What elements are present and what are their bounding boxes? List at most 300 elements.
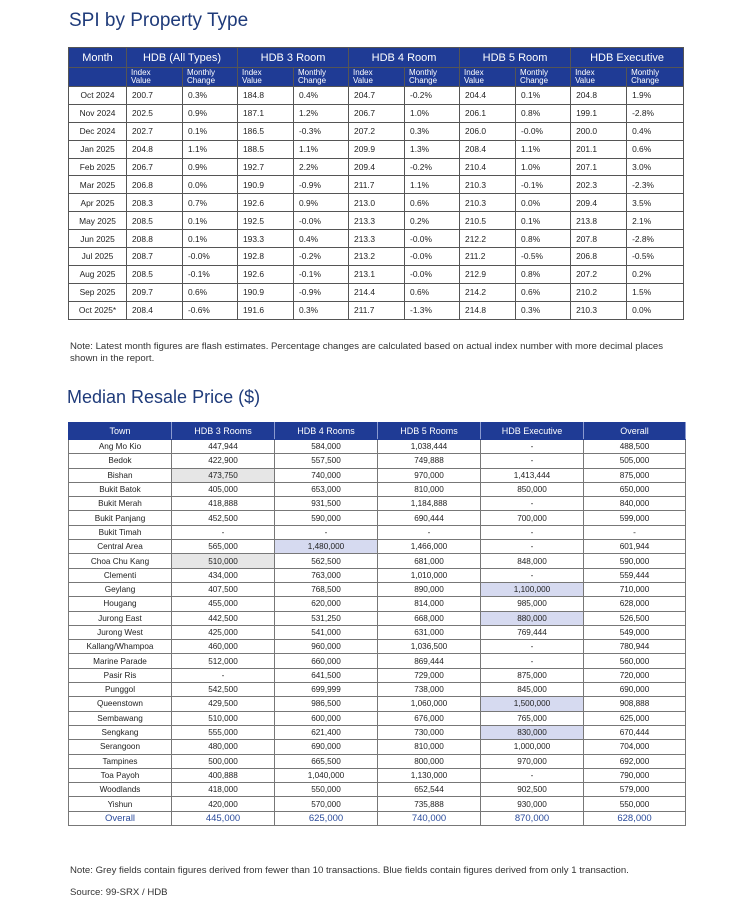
median-town-cell: Queenstown <box>69 697 172 711</box>
group-header: HDB 5 Room <box>460 48 571 68</box>
median-town-cell: Geylang <box>69 582 172 596</box>
median-value-cell: 735,888 <box>378 797 481 811</box>
spi-value-cell: 187.1 <box>238 104 294 122</box>
spi-value-cell: 209.7 <box>127 283 183 301</box>
median-town-cell: Bukit Merah <box>69 497 172 511</box>
spi-value-cell: 1.1% <box>183 140 238 158</box>
median-value-cell: - <box>481 454 584 468</box>
median-value-cell: 512,000 <box>172 654 275 668</box>
median-value-cell: - <box>481 497 584 511</box>
median-value-cell: 562,500 <box>275 554 378 568</box>
spi-row <box>69 122 684 140</box>
spi-value-cell: -0.5% <box>627 248 684 266</box>
median-row <box>69 768 686 782</box>
spi-value-cell: 0.4% <box>627 122 684 140</box>
spi-value-cell: 2.2% <box>294 158 349 176</box>
spi-month-cell: Jun 2025 <box>69 230 127 248</box>
spi-value-cell: 200.0 <box>571 122 627 140</box>
median-col-header: HDB 4 Rooms <box>275 423 378 440</box>
median-value-cell: - <box>172 668 275 682</box>
spi-month-cell: Jul 2025 <box>69 248 127 266</box>
median-town-cell: Kallang/Whampoa <box>69 640 172 654</box>
spi-value-cell: 0.6% <box>405 194 460 212</box>
median-overall-cell: 740,000 <box>378 811 481 825</box>
median-town-cell: Choa Chu Kang <box>69 554 172 568</box>
spi-row <box>69 158 684 176</box>
median-value-cell: 652,544 <box>378 783 481 797</box>
median-value-cell: 488,500 <box>584 440 686 454</box>
median-value-cell: 557,500 <box>275 454 378 468</box>
spi-month-cell: Nov 2024 <box>69 104 127 122</box>
spi-month-cell: May 2025 <box>69 212 127 230</box>
median-value-cell: 510,000 <box>172 554 275 568</box>
spi-value-cell: 202.3 <box>571 176 627 194</box>
median-value-cell: 1,036,500 <box>378 640 481 654</box>
spi-value-cell: 211.2 <box>460 248 516 266</box>
spi-value-cell: -0.1% <box>183 265 238 283</box>
spi-value-cell: 0.4% <box>294 87 349 105</box>
median-row <box>69 625 686 639</box>
median-value-cell: 700,000 <box>481 511 584 525</box>
median-town-cell: Tampines <box>69 754 172 768</box>
median-value-cell: 960,000 <box>275 640 378 654</box>
spi-value-cell: 0.2% <box>405 212 460 230</box>
month-subheader <box>69 68 127 87</box>
spi-value-cell: 1.3% <box>405 140 460 158</box>
spi-value-cell: 1.1% <box>516 140 571 158</box>
spi-value-cell: 0.8% <box>516 230 571 248</box>
median-overall-cell: 870,000 <box>481 811 584 825</box>
spi-value-cell: 206.7 <box>127 158 183 176</box>
index-value-subheader: Index Value <box>238 68 294 87</box>
spi-value-cell: -0.1% <box>516 176 571 194</box>
median-value-cell: 720,000 <box>584 668 686 682</box>
median-value-cell: 559,444 <box>584 568 686 582</box>
spi-value-cell: 0.1% <box>516 87 571 105</box>
spi-value-cell: 192.7 <box>238 158 294 176</box>
spi-month-cell: Jan 2025 <box>69 140 127 158</box>
median-value-cell: 729,000 <box>378 668 481 682</box>
median-value-cell: 599,000 <box>584 511 686 525</box>
spi-value-cell: 202.5 <box>127 104 183 122</box>
median-col-header: Overall <box>584 423 686 440</box>
spi-value-cell: 192.6 <box>238 265 294 283</box>
spi-value-cell: 208.3 <box>127 194 183 212</box>
spi-value-cell: 0.4% <box>294 230 349 248</box>
spi-title: SPI by Property Type <box>69 10 249 31</box>
spi-value-cell: 206.7 <box>349 104 405 122</box>
spi-value-cell: 204.4 <box>460 87 516 105</box>
median-value-cell: 579,000 <box>584 783 686 797</box>
median-town-cell: Serangoon <box>69 740 172 754</box>
median-value-cell: - <box>481 568 584 582</box>
median-value-cell: 875,000 <box>584 468 686 482</box>
median-overall-row <box>69 811 686 825</box>
median-value-cell: - <box>481 440 584 454</box>
spi-value-cell: 184.8 <box>238 87 294 105</box>
spi-value-cell: 0.9% <box>183 158 238 176</box>
median-value-cell: 1,100,000 <box>481 582 584 596</box>
median-value-cell: 549,000 <box>584 625 686 639</box>
median-value-cell: 749,888 <box>378 454 481 468</box>
median-value-cell: 985,000 <box>481 597 584 611</box>
spi-month-cell: Aug 2025 <box>69 265 127 283</box>
median-value-cell: 690,000 <box>584 683 686 697</box>
median-value-cell: 405,000 <box>172 482 275 496</box>
spi-value-cell: 206.0 <box>460 122 516 140</box>
spi-value-cell: 1.0% <box>405 104 460 122</box>
median-value-cell: 526,500 <box>584 611 686 625</box>
spi-row <box>69 212 684 230</box>
spi-value-cell: 186.5 <box>238 122 294 140</box>
spi-value-cell: 212.9 <box>460 265 516 283</box>
median-row <box>69 525 686 539</box>
median-value-cell: 692,000 <box>584 754 686 768</box>
index-value-subheader: Index Value <box>349 68 405 87</box>
spi-value-cell: 0.3% <box>405 122 460 140</box>
spi-value-cell: 206.8 <box>127 176 183 194</box>
median-value-cell: 628,000 <box>584 597 686 611</box>
median-row <box>69 711 686 725</box>
spi-row <box>69 283 684 301</box>
median-value-cell: 930,000 <box>481 797 584 811</box>
median-note: Note: Grey fields contain figures derived from fewer than 10 transactions. Blue fields contain figures derived from only 1 transaction. <box>70 865 629 876</box>
spi-value-cell: 192.5 <box>238 212 294 230</box>
median-row <box>69 668 686 682</box>
median-value-cell: 590,000 <box>275 511 378 525</box>
median-town-cell: Toa Payoh <box>69 768 172 782</box>
spi-value-cell: 1.5% <box>627 283 684 301</box>
spi-month-cell: Mar 2025 <box>69 176 127 194</box>
spi-value-cell: 188.5 <box>238 140 294 158</box>
spi-value-cell: 0.9% <box>294 194 349 212</box>
median-town-cell: Pasir Ris <box>69 668 172 682</box>
source-note: Source: 99-SRX / HDB <box>70 887 168 898</box>
spi-value-cell: 204.8 <box>127 140 183 158</box>
median-value-cell: - <box>275 525 378 539</box>
median-value-cell: 565,000 <box>172 540 275 554</box>
spi-value-cell: 213.3 <box>349 230 405 248</box>
median-value-cell: 570,000 <box>275 797 378 811</box>
spi-value-cell: 208.7 <box>127 248 183 266</box>
spi-value-cell: 3.0% <box>627 158 684 176</box>
median-value-cell: 690,444 <box>378 511 481 525</box>
median-title: Median Resale Price ($) <box>67 387 261 407</box>
median-value-cell: 500,000 <box>172 754 275 768</box>
median-overall-cell: 625,000 <box>275 811 378 825</box>
spi-value-cell: 207.8 <box>571 230 627 248</box>
median-row <box>69 540 686 554</box>
median-value-cell: 425,000 <box>172 625 275 639</box>
median-town-cell: Sembawang <box>69 711 172 725</box>
spi-value-cell: 0.6% <box>516 283 571 301</box>
median-value-cell: 1,038,444 <box>378 440 481 454</box>
spi-value-cell: 193.3 <box>238 230 294 248</box>
median-value-cell: 740,000 <box>275 468 378 482</box>
median-row <box>69 640 686 654</box>
median-value-cell: 908,888 <box>584 697 686 711</box>
spi-value-cell: 1.0% <box>516 158 571 176</box>
median-town-cell: Yishun <box>69 797 172 811</box>
median-value-cell: 600,000 <box>275 711 378 725</box>
spi-value-cell: 213.0 <box>349 194 405 212</box>
median-col-header: HDB 3 Rooms <box>172 423 275 440</box>
spi-value-cell: 0.2% <box>627 265 684 283</box>
spi-row <box>69 194 684 212</box>
spi-value-cell: 210.3 <box>571 301 627 319</box>
median-value-cell: 690,000 <box>275 740 378 754</box>
spi-value-cell: 0.9% <box>183 104 238 122</box>
median-value-cell: 790,000 <box>584 768 686 782</box>
median-value-cell: 931,500 <box>275 497 378 511</box>
median-value-cell: 550,000 <box>584 797 686 811</box>
median-value-cell: 447,944 <box>172 440 275 454</box>
spi-value-cell: 0.8% <box>516 104 571 122</box>
median-value-cell: 1,480,000 <box>275 540 378 554</box>
spi-value-cell: 207.2 <box>571 265 627 283</box>
median-value-cell: 653,000 <box>275 482 378 496</box>
median-town-cell: Bedok <box>69 454 172 468</box>
spi-value-cell: 0.1% <box>183 122 238 140</box>
median-value-cell: 810,000 <box>378 740 481 754</box>
median-overall-cell: 628,000 <box>584 811 686 825</box>
median-value-cell: 765,000 <box>481 711 584 725</box>
median-value-cell: 542,500 <box>172 683 275 697</box>
median-value-cell: 625,000 <box>584 711 686 725</box>
median-value-cell: 1,130,000 <box>378 768 481 782</box>
median-value-cell: - <box>378 525 481 539</box>
monthly-change-subheader: Monthly Change <box>516 68 571 87</box>
spi-value-cell: 192.8 <box>238 248 294 266</box>
median-value-cell: 738,000 <box>378 683 481 697</box>
spi-value-cell: 0.8% <box>516 265 571 283</box>
spi-value-cell: 213.3 <box>349 212 405 230</box>
median-value-cell: 800,000 <box>378 754 481 768</box>
spi-value-cell: 1.1% <box>294 140 349 158</box>
spi-month-cell: Oct 2025* <box>69 301 127 319</box>
median-value-cell: 1,466,000 <box>378 540 481 554</box>
monthly-change-subheader: Monthly Change <box>183 68 238 87</box>
median-value-cell: 704,000 <box>584 740 686 754</box>
median-value-cell: 555,000 <box>172 725 275 739</box>
median-row <box>69 654 686 668</box>
median-col-header: Town <box>69 423 172 440</box>
spi-value-cell: 0.0% <box>516 194 571 212</box>
median-value-cell: 763,000 <box>275 568 378 582</box>
median-row <box>69 754 686 768</box>
spi-value-cell: 214.8 <box>460 301 516 319</box>
median-value-cell: - <box>481 768 584 782</box>
spi-value-cell: 214.4 <box>349 283 405 301</box>
median-town-cell: Bukit Batok <box>69 482 172 496</box>
median-town-cell: Punggol <box>69 683 172 697</box>
median-value-cell: 869,444 <box>378 654 481 668</box>
spi-value-cell: 213.2 <box>349 248 405 266</box>
median-town-cell: Hougang <box>69 597 172 611</box>
spi-value-cell: 190.9 <box>238 176 294 194</box>
median-value-cell: - <box>172 525 275 539</box>
median-table <box>68 422 686 826</box>
median-value-cell: 1,000,000 <box>481 740 584 754</box>
spi-value-cell: 1.2% <box>294 104 349 122</box>
median-value-cell: 730,000 <box>378 725 481 739</box>
median-value-cell: 621,400 <box>275 725 378 739</box>
spi-value-cell: 208.4 <box>127 301 183 319</box>
spi-value-cell: 1.1% <box>405 176 460 194</box>
spi-value-cell: 0.1% <box>516 212 571 230</box>
median-value-cell: 418,888 <box>172 497 275 511</box>
spi-month-cell: Dec 2024 <box>69 122 127 140</box>
spi-value-cell: -0.6% <box>183 301 238 319</box>
spi-row <box>69 230 684 248</box>
spi-value-cell: 210.5 <box>460 212 516 230</box>
median-row <box>69 582 686 596</box>
spi-value-cell: 214.2 <box>460 283 516 301</box>
spi-value-cell: 211.7 <box>349 176 405 194</box>
spi-value-cell: 208.5 <box>127 212 183 230</box>
monthly-change-subheader: Monthly Change <box>627 68 684 87</box>
spi-value-cell: 207.1 <box>571 158 627 176</box>
median-value-cell: 1,413,444 <box>481 468 584 482</box>
spi-value-cell: -0.0% <box>405 265 460 283</box>
spi-value-cell: 213.8 <box>571 212 627 230</box>
spi-value-cell: 199.1 <box>571 104 627 122</box>
median-col-header: HDB 5 Rooms <box>378 423 481 440</box>
median-row <box>69 797 686 811</box>
spi-month-cell: Sep 2025 <box>69 283 127 301</box>
spi-value-cell: 208.4 <box>460 140 516 158</box>
median-row <box>69 611 686 625</box>
spi-value-cell: -0.2% <box>405 87 460 105</box>
median-value-cell: 810,000 <box>378 482 481 496</box>
median-value-cell: 830,000 <box>481 725 584 739</box>
spi-value-cell: 204.8 <box>571 87 627 105</box>
spi-month-cell: Feb 2025 <box>69 158 127 176</box>
spi-value-cell: 208.8 <box>127 230 183 248</box>
spi-value-cell: -0.0% <box>183 248 238 266</box>
median-town-cell: Bukit Panjang <box>69 511 172 525</box>
median-value-cell: - <box>481 640 584 654</box>
median-value-cell: 422,900 <box>172 454 275 468</box>
group-header: HDB Executive <box>571 48 684 68</box>
spi-value-cell: -0.2% <box>405 158 460 176</box>
spi-value-cell: -0.0% <box>405 230 460 248</box>
median-value-cell: 681,000 <box>378 554 481 568</box>
median-overall-label: Overall <box>69 811 172 825</box>
median-value-cell: 1,500,000 <box>481 697 584 711</box>
spi-value-cell: 210.4 <box>460 158 516 176</box>
spi-row <box>69 87 684 105</box>
spi-row <box>69 176 684 194</box>
spi-value-cell: 207.2 <box>349 122 405 140</box>
median-value-cell: - <box>584 525 686 539</box>
median-value-cell: 434,000 <box>172 568 275 582</box>
median-value-cell: 407,500 <box>172 582 275 596</box>
spi-value-cell: 201.1 <box>571 140 627 158</box>
median-value-cell: 970,000 <box>378 468 481 482</box>
spi-value-cell: -0.5% <box>516 248 571 266</box>
median-value-cell: 650,000 <box>584 482 686 496</box>
median-row <box>69 440 686 454</box>
spi-value-cell: 191.6 <box>238 301 294 319</box>
median-value-cell: 584,000 <box>275 440 378 454</box>
median-value-cell: 510,000 <box>172 711 275 725</box>
median-value-cell: 531,250 <box>275 611 378 625</box>
median-value-cell: 875,000 <box>481 668 584 682</box>
median-value-cell: - <box>481 654 584 668</box>
median-value-cell: 560,000 <box>584 654 686 668</box>
median-value-cell: 460,000 <box>172 640 275 654</box>
median-value-cell: - <box>481 540 584 554</box>
median-value-cell: 699,999 <box>275 683 378 697</box>
median-value-cell: 780,944 <box>584 640 686 654</box>
median-value-cell: 840,000 <box>584 497 686 511</box>
median-value-cell: 660,000 <box>275 654 378 668</box>
spi-value-cell: 0.1% <box>183 230 238 248</box>
spi-value-cell: 206.1 <box>460 104 516 122</box>
spi-value-cell: 209.9 <box>349 140 405 158</box>
spi-value-cell: 200.7 <box>127 87 183 105</box>
spi-value-cell: 0.3% <box>183 87 238 105</box>
median-row <box>69 554 686 568</box>
median-value-cell: 1,010,000 <box>378 568 481 582</box>
median-value-cell: 986,500 <box>275 697 378 711</box>
median-row <box>69 740 686 754</box>
median-town-cell: Jurong West <box>69 625 172 639</box>
spi-value-cell: 0.7% <box>183 194 238 212</box>
spi-value-cell: 0.6% <box>627 140 684 158</box>
median-value-cell: 848,000 <box>481 554 584 568</box>
spi-value-cell: 3.5% <box>627 194 684 212</box>
spi-value-cell: 0.3% <box>294 301 349 319</box>
spi-row <box>69 248 684 266</box>
spi-value-cell: 192.6 <box>238 194 294 212</box>
median-row <box>69 454 686 468</box>
median-value-cell: 1,040,000 <box>275 768 378 782</box>
spi-value-cell: 209.4 <box>349 158 405 176</box>
median-value-cell: 455,000 <box>172 597 275 611</box>
median-row <box>69 497 686 511</box>
median-row <box>69 468 686 482</box>
spi-value-cell: 202.7 <box>127 122 183 140</box>
median-value-cell: 768,500 <box>275 582 378 596</box>
median-value-cell: 814,000 <box>378 597 481 611</box>
spi-value-cell: -1.3% <box>405 301 460 319</box>
median-value-cell: 1,060,000 <box>378 697 481 711</box>
spi-value-cell: -0.9% <box>294 283 349 301</box>
spi-value-cell: -2.8% <box>627 230 684 248</box>
spi-table <box>68 47 684 320</box>
spi-value-cell: 0.1% <box>183 212 238 230</box>
spi-value-cell: 190.9 <box>238 283 294 301</box>
spi-value-cell: 209.4 <box>571 194 627 212</box>
median-value-cell: 641,500 <box>275 668 378 682</box>
spi-value-cell: -0.0% <box>405 248 460 266</box>
spi-value-cell: -2.3% <box>627 176 684 194</box>
median-value-cell: 880,000 <box>481 611 584 625</box>
spi-value-cell: 2.1% <box>627 212 684 230</box>
median-value-cell: 902,500 <box>481 783 584 797</box>
median-value-cell: 890,000 <box>378 582 481 596</box>
spi-value-cell: 0.6% <box>405 283 460 301</box>
spi-month-cell: Oct 2024 <box>69 87 127 105</box>
median-town-cell: Marine Parade <box>69 654 172 668</box>
spi-value-cell: 210.2 <box>571 283 627 301</box>
spi-value-cell: -0.2% <box>294 248 349 266</box>
spi-value-cell: 204.7 <box>349 87 405 105</box>
group-header: HDB 3 Room <box>238 48 349 68</box>
spi-value-cell: -0.0% <box>294 212 349 230</box>
